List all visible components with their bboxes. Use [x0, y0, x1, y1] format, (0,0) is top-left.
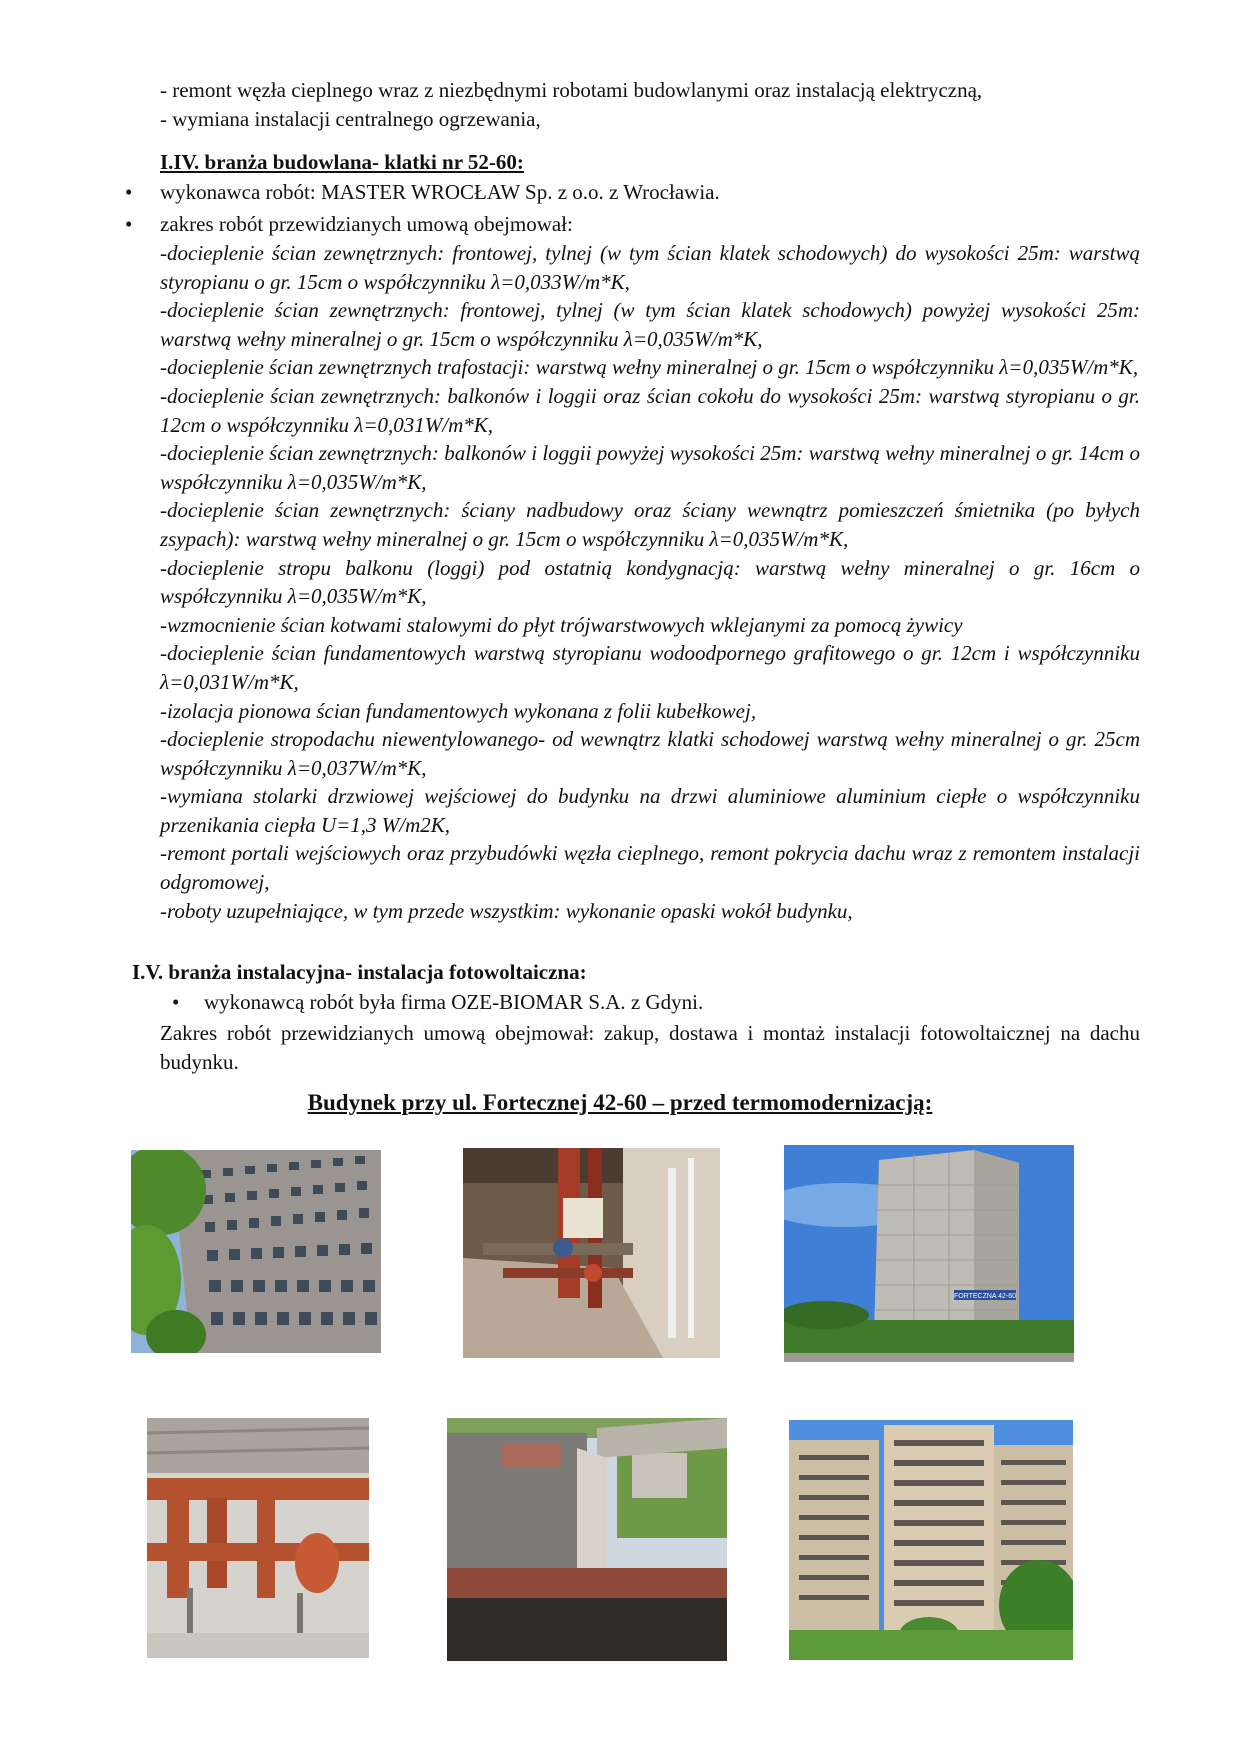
work-item: -docieplenie ścian zewnętrznych: frontowej, tylnej (w tym ścian klatek schodowych) powyżej wysokości 25m: warstwą wełny mineralnej o gr. 15cm o współczynniku λ=0,035W/m*K,	[160, 298, 1140, 351]
photo-basement-pipes	[147, 1418, 369, 1658]
photo-heat-node-pipes	[463, 1148, 720, 1358]
pv-scope-text: Zakres robót przewidzianych umową obejmował: zakup, dostawa i montaż instalacji fotowoltaicznej na dachu budynku.	[160, 1021, 1140, 1074]
work-item: -docieplenie stropu balkonu (loggi) pod ostatnią kondygnacją: warstwą wełny mineralnej o gr. 16cm o współczynniku λ=0,035W/m*K,	[160, 555, 1140, 609]
street-sign-text: FORTECZNA 42-60	[953, 1293, 1017, 1300]
scope-text: zakres robót przewidzianych umową obejmował:	[160, 212, 573, 236]
works-list	[160, 239, 1140, 925]
work-item: -izolacja pionowa ścian fundamentowych wykonana z folii kubełkowej,	[160, 698, 757, 723]
work-item: -docieplenie ścian fundamentowych warstwą styropianu wodoodpornego grafitowego o gr. 12cm i współczynniku λ=0,031W/m*K,	[160, 641, 1140, 694]
work-item: -docieplenie ścian zewnętrznych: ściany nadbudowy oraz ściany wewnątrz pomieszczeń śmietnika (po byłych zsypach): warstwą wełny mineralnej o gr. 15cm o współczynniku λ=0,035W/m*K,	[160, 498, 1140, 551]
photo-facade-upward	[131, 1150, 381, 1353]
section-iv-heading: I.IV. branża budowlana- klatki nr 52-60:	[160, 150, 524, 174]
work-item: -wymiana stolarki drzwiowej wejściowej do budynku na drzwi aluminiowe aluminium ciepłe o współczynniku przenikania ciepła U=1,3 W/m2K,	[160, 784, 1140, 837]
pv-contractor-text: wykonawcą robót była firma OZE-BIOMAR S.A. z Gdyni.	[204, 990, 704, 1014]
section-v-heading: I.V. branża instalacyjna- instalacja fotowoltaiczna:	[132, 960, 587, 984]
work-item: -roboty uzupełniające, w tym przede wszystkim: wykonanie opaski wokół budynku,	[160, 898, 853, 923]
photo-balcony-facade	[789, 1420, 1073, 1660]
intro-line-2: - wymiana instalacji centralnego ogrzewania,	[160, 106, 541, 131]
work-item: -remont portali wejściowych oraz przybudówki węzła cieplnego, remont pokrycia dachu wraz z remontem instalacji odgromowej,	[160, 841, 1140, 895]
work-item: -docieplenie ścian zewnętrznych trafostacji: warstwą wełny mineralnej o gr. 15cm o współczynniku λ=0,035W/m*K,	[160, 355, 1139, 380]
bullet-icon: •	[125, 180, 133, 204]
intro-block	[160, 76, 1140, 133]
contractor-text: wykonawca robót: MASTER WROCŁAW Sp. z o.o. z Wrocławia.	[160, 180, 720, 204]
work-item: -docieplenie ścian zewnętrznych: balkonów i loggii oraz ścian cokołu do wysokości 25m: warstwą styropianu o gr. 12cm o współczynniku λ=0,031W/m*K,	[160, 383, 1140, 437]
work-item: -wzmocnienie ścian kotwami stalowymi do płyt trójwarstwowych wklejanymi za pomocą żywicy	[160, 612, 963, 637]
work-item: -docieplenie ścian zewnętrznych: balkonów i loggii powyżej wysokości 25m: warstwą wełny mineralnej o gr. 14cm o współczynniku λ=0,035W/m*K,	[160, 441, 1140, 494]
bullet-icon: •	[125, 212, 133, 236]
photo-roof-view	[447, 1418, 727, 1661]
bullet-icon: •	[172, 990, 180, 1014]
intro-line-1: - remont węzła cieplnego wraz z niezbędnymi robotami budowlanymi oraz instalacją elektryczną,	[160, 78, 983, 102]
work-item: -docieplenie ścian zewnętrznych: frontowej, tylnej (w tym ścian klatek schodowych) do wysokości 25m: warstwą styropianu o gr. 15cm o współczynniku λ=0,033W/m*K,	[160, 241, 1140, 294]
work-item: -docieplenie stropodachu niewentylowanego- od wewnątrz klatki schodowej warstwą wełny mineralnej o gr. 25cm współczynniku λ=0,037W/m*K,	[160, 727, 1140, 780]
photo-gable-wall	[784, 1145, 1074, 1362]
photos-title: Budynek przy ul. Fortecznej 42-60 – przed termomodernizacją:	[307, 1090, 933, 1115]
